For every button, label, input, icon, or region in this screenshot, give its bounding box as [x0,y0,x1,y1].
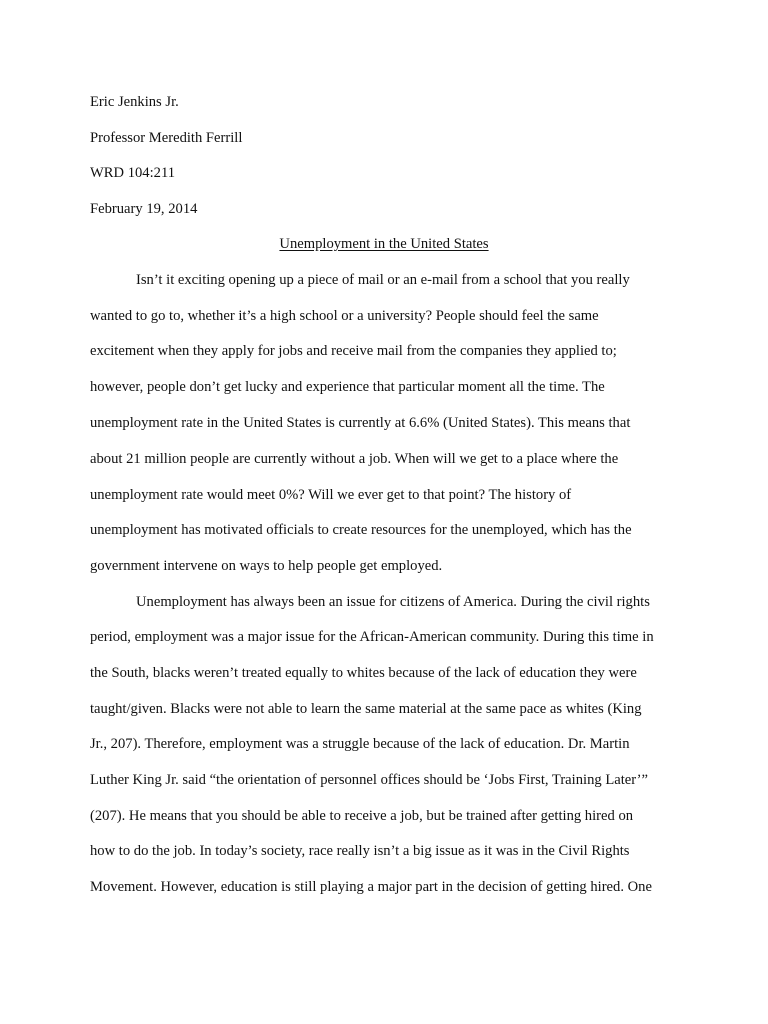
paragraph-line: government intervene on ways to help people get employed. [90,558,443,574]
paragraph-line: excitement when they apply for jobs and receive mail from the companies they applied to; [90,343,617,359]
paragraph-line: Unemployment has always been an issue for citizens of America. During the civil rights [136,594,650,610]
paragraph-line: unemployment rate in the United States is currently at 6.6% (United States). This means that [90,415,631,431]
paragraph-line: how to do the job. In today’s society, race really isn’t a big issue as it was in the Civil Rights [90,843,630,859]
paragraph-line: however, people don’t get lucky and experience that particular moment all the time. The [90,379,605,395]
essay-title-text: Unemployment in the United States [279,236,489,252]
document-date: February 19, 2014 [90,201,198,217]
paragraph-line: Jr., 207). Therefore, employment was a struggle because of the lack of education. Dr. Martin [90,736,630,752]
paragraph-line: the South, blacks weren’t treated equally to whites because of the lack of education they were [90,665,637,681]
paragraph-line: wanted to go to, whether it’s a high school or a university? People should feel the same [90,308,599,324]
paragraph-line: Movement. However, education is still playing a major part in the decision of getting hired. One [90,879,652,895]
paragraph-line: unemployment has motivated officials to create resources for the unemployed, which has the [90,522,632,538]
paragraph-line: about 21 million people are currently without a job. When will we get to a place where the [90,451,619,467]
course-code: WRD 104:211 [90,165,175,181]
paragraph-line: Luther King Jr. said “the orientation of personnel offices should be ‘Jobs First, Training Later’” [90,772,648,788]
paragraph-line: unemployment rate would meet 0%? Will we ever get to that point? The history of [90,487,572,503]
author-name: Eric Jenkins Jr. [90,94,179,110]
paragraph-line: (207). He means that you should be able to receive a job, but be trained after getting hired on [90,808,634,824]
professor-name: Professor Meredith Ferrill [90,130,243,146]
essay-title [0,235,768,253]
paragraph-line: taught/given. Blacks were not able to learn the same material at the same pace as whites (King [90,701,642,717]
paragraph-line: period, employment was a major issue for the African-American community. During this time in [90,629,654,645]
paragraph-line: Isn’t it exciting opening up a piece of mail or an e-mail from a school that you really [136,272,630,288]
